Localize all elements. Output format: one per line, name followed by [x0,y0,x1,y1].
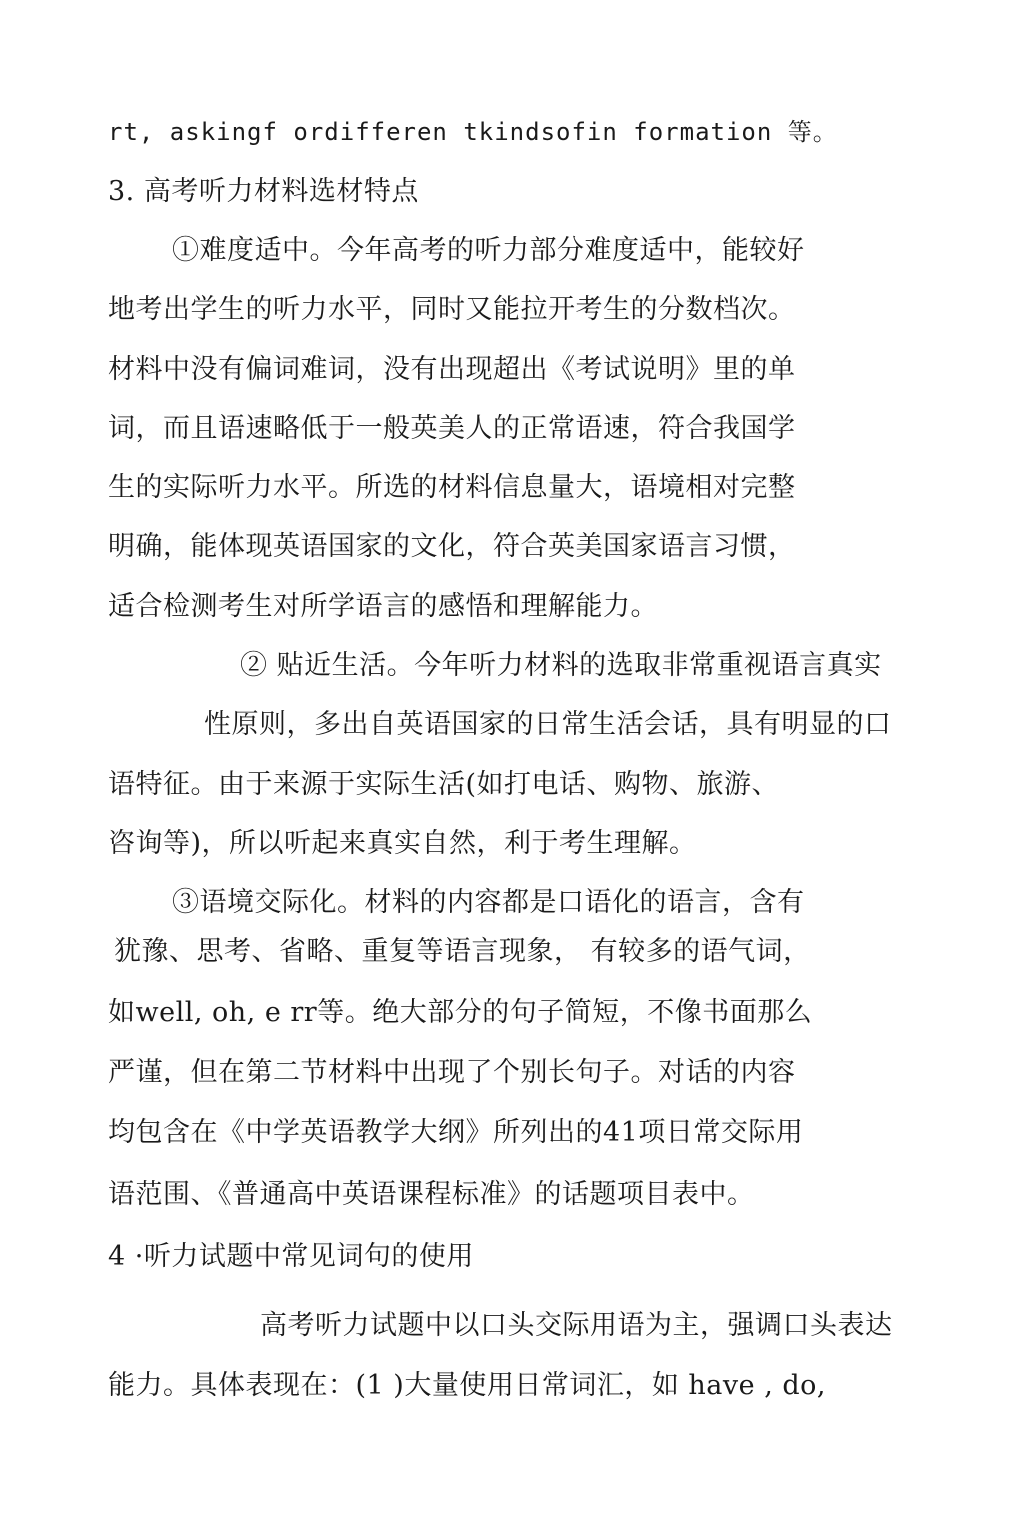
text-line-22: 能力。具体表现在：(1 )大量使用日常词汇，如 have , do, [108,1370,826,1401]
text-line-10: ② 贴近生活。今年听力材料的选取非常重视语言真实 [240,650,882,681]
section-heading-3: 3. 高考听力材料选材特点 [108,176,419,207]
text-line-14: ③语境交际化。材料的内容都是口语化的语言，含有 [172,887,805,918]
text-line-4: 地考出学生的听力水平，同时又能拉开考生的分数档次。 [108,294,796,325]
text-line-9: 适合检测考生对所学语言的感悟和理解能力。 [108,591,658,622]
text-line-19: 语范围、《普通高中英语课程标准》的话题项目表中。 [108,1179,755,1210]
text-line-11: 性原则，多出自英语国家的日常生活会话，具有明显的口 [204,709,892,740]
text-line-12: 语特征。由于来源于实际生活(如打电话、购物、旅游、 [108,769,780,800]
text-line-5: 材料中没有偏词难词，没有出现超出《考试说明》里的单 [108,354,796,385]
text-line-6: 词，而且语速略低于一般英美人的正常语速，符合我国学 [108,413,796,444]
text-line-13: 咨询等)，所以听起来真实自然，利于考生理解。 [108,828,697,859]
text-line-17: 严谨，但在第二节材料中出现了个别长句子。对话的内容 [108,1057,796,1088]
text-line-1: rt, askingf ordifferen tkindsofin formation 等。 [108,118,838,146]
text-line-7: 生的实际听力水平。所选的材料信息量大，语境相对完整 [108,472,796,503]
text-line-3: ①难度适中。今年高考的听力部分难度适中，能较好 [172,235,805,266]
text-line-8: 明确，能体现英语国家的文化，符合英美国家语言习惯， [108,531,796,562]
text-line-21: 高考听力试题中以口头交际用语为主，强调口头表达 [260,1310,893,1341]
section-heading-4: 4 ·听力试题中常见词句的使用 [108,1241,474,1272]
text-line-16: 如well, oh, e rr等。绝大部分的句子简短，不像书面那么 [108,997,813,1028]
text-line-18: 均包含在《中学英语教学大纲》所列出的41项日常交际用 [108,1117,804,1148]
text-line-15: 犹豫、思考、省略、重复等语言现象， 有较多的语气词， [114,936,811,967]
